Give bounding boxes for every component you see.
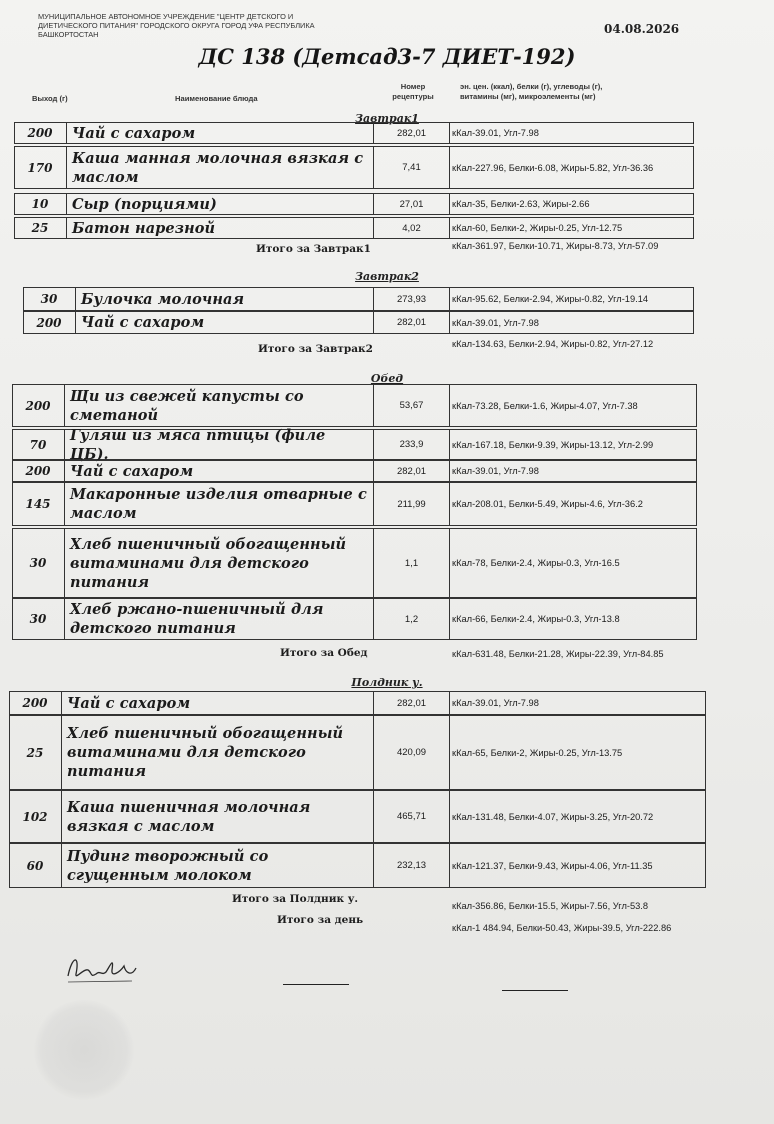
- table-row: [9, 715, 706, 790]
- row-dish-name-text: Чай с сахаром: [81, 314, 205, 331]
- row-recipe-number-text: 282,01: [396, 127, 427, 139]
- table-row: [9, 790, 706, 843]
- row-output: [9, 843, 62, 888]
- row-nutrients-text: кКал-65, Белки-2, Жиры-0.25, Угл-13.75: [452, 747, 623, 758]
- row-dish-name: [61, 790, 369, 843]
- row-nutrients-text: кКал-39.01, Угл-7.98: [452, 317, 539, 328]
- row-output-text: 10: [31, 197, 49, 211]
- row-nutrients-text: кКал-227.96, Белки-6.08, Жиры-5.82, Угл-36.36: [452, 162, 654, 173]
- row-dish-name: [75, 287, 369, 311]
- table-row: [14, 217, 694, 239]
- row-output: [12, 598, 65, 640]
- table-row: [23, 311, 694, 334]
- row-recipe-number: [373, 715, 450, 790]
- row-dish-name-text: Пудинг творожный со сгущенным молоком: [67, 847, 269, 884]
- row-output-text: 30: [29, 612, 47, 626]
- table-row: [23, 287, 694, 311]
- row-dish-name: [66, 193, 369, 215]
- row-dish-name-text: Хлеб ржано-пшеничный для детского питания: [70, 601, 324, 637]
- row-nutrients: [448, 460, 695, 482]
- row-nutrients-text: кКал-167.18, Белки-9.39, Жиры-13.12, Угл-2.99: [452, 439, 654, 450]
- document-date: 04.08.2026: [604, 22, 680, 36]
- row-recipe-number-text: 27,01: [399, 198, 424, 210]
- row-nutrients-text: кКал-66, Белки-2.4, Жиры-0.3, Угл-13.8: [452, 614, 620, 624]
- row-recipe-number-text: 465,71: [396, 811, 427, 822]
- organization-header: [38, 12, 398, 39]
- row-recipe-number: [373, 598, 450, 640]
- row-output-text: 145: [25, 497, 51, 511]
- table-row: [14, 122, 694, 144]
- table-row: [12, 598, 697, 640]
- row-dish-name: [64, 598, 369, 640]
- section-title: Обед: [370, 372, 404, 385]
- row-output-text: 102: [22, 809, 48, 824]
- row-dish-name: [64, 460, 369, 482]
- row-output-text: 25: [31, 221, 49, 235]
- row-recipe-number-text: 53,67: [399, 400, 424, 411]
- row-output-text: 200: [22, 696, 48, 710]
- signature: [62, 948, 142, 992]
- row-dish-name: [61, 843, 369, 888]
- row-recipe-number-text: 282,01: [396, 465, 427, 477]
- row-output: [12, 384, 65, 427]
- row-recipe-number: [373, 287, 450, 311]
- row-dish-name-text: Сыр (порциями): [72, 195, 218, 213]
- row-nutrients-text: кКал-208.01, Белки-5.49, Жиры-4.6, Угл-36.2: [452, 499, 643, 509]
- row-dish-name-text: Булочка молочная: [81, 290, 245, 308]
- section-title: Завтрак2: [355, 270, 419, 283]
- org-line-2: ДИЕТИЧЕСКОГО ПИТАНИЯ" ГОРОДСКОГО ОКРУГА ГОРОД УФА РЕСПУБЛИКА: [38, 21, 315, 30]
- row-dish-name-text: Хлеб пшеничный обогащенный витаминами для детского питания: [67, 725, 344, 780]
- row-output-text: 60: [26, 858, 44, 873]
- row-dish-name: [61, 715, 369, 790]
- row-dish-name: [64, 384, 369, 427]
- column-header-nutrients: [460, 82, 680, 102]
- row-output: [14, 146, 67, 189]
- row-dish-name: [64, 482, 369, 526]
- column-header-recipe: [380, 82, 446, 102]
- row-output-text: 30: [40, 292, 58, 306]
- table-row: [14, 193, 694, 215]
- row-output: [14, 217, 67, 239]
- section-total-label: Итого за Обед: [280, 647, 368, 659]
- row-dish-name-text: Гуляш из мяса птицы (филе ЦБ).: [70, 426, 326, 463]
- row-nutrients: [448, 311, 692, 334]
- row-output-text: 70: [29, 437, 47, 452]
- row-recipe-number: [373, 790, 450, 843]
- table-row: [12, 384, 697, 427]
- row-nutrients: [448, 715, 704, 790]
- row-recipe-number-text: 1,1: [404, 557, 419, 569]
- signature-scribble: [62, 948, 142, 988]
- row-nutrients: [448, 790, 704, 843]
- row-output-text: 200: [27, 126, 53, 140]
- signature-line-2: [502, 990, 568, 991]
- table-row: [9, 691, 706, 715]
- column-header-nutrients-line2: витамины (мг), микроэлементы (мг): [460, 92, 596, 101]
- row-output: [14, 122, 67, 144]
- row-nutrients: [448, 528, 695, 598]
- row-nutrients-text: кКал-39.01, Угл-7.98: [452, 466, 539, 476]
- row-output: [12, 429, 65, 460]
- section-total-values: кКал-356.86, Белки-15.5, Жиры-7.56, Угл-53.8: [452, 901, 649, 911]
- row-nutrients: [448, 193, 692, 215]
- row-output: [12, 482, 65, 526]
- row-recipe-number: [373, 217, 450, 239]
- section-title: Полдник у.: [351, 676, 423, 689]
- row-dish-name-text: Каша пшеничная молочная вязкая с маслом: [67, 798, 311, 835]
- signature-line-1: [283, 984, 349, 985]
- row-nutrients: [448, 384, 695, 427]
- row-recipe-number: [373, 528, 450, 598]
- row-recipe-number: [373, 429, 450, 460]
- row-dish-name: [66, 146, 369, 189]
- row-recipe-number: [373, 193, 450, 215]
- org-line-1: МУНИЦИПАЛЬНОЕ АВТОНОМНОЕ УЧРЕЖДЕНИЕ "ЦЕНТР ДЕТСКОГО И: [38, 12, 294, 21]
- row-nutrients-text: кКал-95.62, Белки-2.94, Жиры-0.82, Угл-19.14: [452, 294, 649, 304]
- row-dish-name: [61, 691, 369, 715]
- row-dish-name: [64, 528, 369, 598]
- row-output-text: 25: [26, 745, 44, 760]
- row-dish-name-text: Каша манная молочная вязкая с маслом: [72, 149, 364, 186]
- row-recipe-number: [373, 146, 450, 189]
- stamp: [34, 1000, 134, 1100]
- table-row: [12, 528, 697, 598]
- row-recipe-number-text: 211,99: [397, 498, 426, 510]
- row-recipe-number-text: 282,01: [396, 317, 427, 328]
- table-row: [9, 843, 706, 888]
- row-output: [12, 460, 65, 482]
- section-title: Завтрак1: [355, 112, 419, 125]
- day-total-values: кКал-1 484.94, Белки-50.43, Жиры-39.5, Угл-222.86: [452, 923, 672, 933]
- row-dish-name-text: Хлеб пшеничный обогащенный витаминами для детского питания: [70, 535, 347, 591]
- row-recipe-number-text: 232,13: [396, 860, 427, 871]
- row-dish-name: [64, 426, 369, 463]
- table-row: [12, 482, 697, 526]
- row-output: [23, 287, 76, 311]
- column-header-output: Выход (г): [32, 94, 68, 103]
- row-recipe-number: [373, 843, 450, 888]
- row-dish-name-text: Батон нарезной: [72, 219, 216, 237]
- section-total-label: Итого за Полдник у.: [232, 893, 359, 905]
- row-nutrients: [448, 122, 692, 144]
- row-dish-name-text: Чай с сахаром: [70, 462, 194, 480]
- row-output: [9, 691, 62, 715]
- row-recipe-number-text: 282,01: [396, 697, 427, 709]
- row-recipe-number: [373, 460, 450, 482]
- row-nutrients-text: кКал-35, Белки-2.63, Жиры-2.66: [452, 199, 590, 209]
- row-recipe-number: [373, 384, 450, 427]
- row-recipe-number-text: 4,02: [402, 222, 421, 234]
- row-recipe-number: [373, 122, 450, 144]
- section-total-label: Итого за Завтрак2: [258, 343, 373, 355]
- org-line-3: БАШКОРТОСТАН: [38, 30, 99, 39]
- row-recipe-number-text: 233,9: [399, 439, 424, 450]
- row-output: [12, 528, 65, 598]
- section-total-label: Итого за Завтрак1: [256, 243, 371, 255]
- row-nutrients-text: кКал-39.01, Угл-7.98: [452, 698, 539, 708]
- column-header-recipe-line2: рецептуры: [392, 92, 434, 101]
- row-nutrients-text: кКал-73.28, Белки-1.6, Жиры-4.07, Угл-7.38: [452, 400, 638, 411]
- row-nutrients: [448, 146, 692, 189]
- table-row: [12, 426, 697, 463]
- row-output-text: 170: [27, 160, 53, 175]
- row-recipe-number-text: 1,2: [404, 613, 419, 625]
- row-nutrients-text: кКал-39.01, Угл-7.98: [452, 128, 539, 138]
- section-total-values: кКал-361.97, Белки-10.71, Жиры-8.73, Угл-57.09: [452, 241, 659, 251]
- row-output-text: 200: [25, 464, 51, 478]
- row-nutrients-text: кКал-60, Белки-2, Жиры-0.25, Угл-12.75: [452, 223, 623, 233]
- row-recipe-number-text: 7,41: [402, 162, 421, 173]
- row-dish-name: [66, 122, 369, 144]
- row-output-text: 30: [29, 556, 47, 570]
- table-row: [14, 146, 694, 189]
- column-header-recipe-line1: Номер: [400, 82, 426, 91]
- row-recipe-number-text: 420,09: [396, 747, 427, 758]
- day-total-label: Итого за день: [277, 914, 364, 926]
- row-nutrients: [448, 429, 695, 460]
- section-total-values: кКал-631.48, Белки-21.28, Жиры-22.39, Угл-84.85: [452, 649, 664, 659]
- row-dish-name-text: Чай с сахаром: [72, 124, 196, 142]
- row-output: [9, 715, 62, 790]
- section-total-values: кКал-134.63, Белки-2.94, Жиры-0.82, Угл-27.12: [452, 339, 654, 349]
- row-output-text: 200: [25, 398, 51, 413]
- row-dish-name-text: Чай с сахаром: [67, 694, 191, 712]
- row-output: [23, 311, 76, 334]
- row-nutrients: [448, 217, 692, 239]
- column-header-name: Наименование блюда: [175, 94, 258, 103]
- row-nutrients-text: кКал-121.37, Белки-9.43, Жиры-4.06, Угл-11.35: [452, 860, 653, 871]
- row-nutrients: [448, 287, 692, 311]
- row-nutrients: [448, 598, 695, 640]
- row-nutrients: [448, 482, 695, 526]
- row-output: [14, 193, 67, 215]
- row-dish-name: [66, 217, 369, 239]
- row-recipe-number-text: 273,93: [396, 293, 427, 305]
- row-nutrients: [448, 691, 704, 715]
- row-output: [9, 790, 62, 843]
- row-nutrients: [448, 843, 704, 888]
- row-nutrients-text: кКал-78, Белки-2.4, Жиры-0.3, Угл-16.5: [452, 558, 620, 568]
- row-dish-name-text: Макаронные изделия отварные с маслом: [70, 486, 367, 522]
- row-recipe-number: [373, 691, 450, 715]
- row-recipe-number: [373, 311, 450, 334]
- row-dish-name-text: Щи из свежей капусты со сметаной: [70, 387, 304, 424]
- column-header-nutrients-line1: эн. цен. (ккал), белки (г), углеводы (г),: [460, 82, 603, 91]
- row-nutrients-text: кКал-131.48, Белки-4.07, Жиры-3.25, Угл-20.72: [452, 811, 654, 822]
- row-output-text: 200: [36, 315, 62, 330]
- page-title: ДС 138 (Детсад3-7 ДИЕТ-192): [198, 44, 576, 69]
- table-row: [12, 460, 697, 482]
- row-dish-name: [75, 311, 369, 334]
- row-recipe-number: [373, 482, 450, 526]
